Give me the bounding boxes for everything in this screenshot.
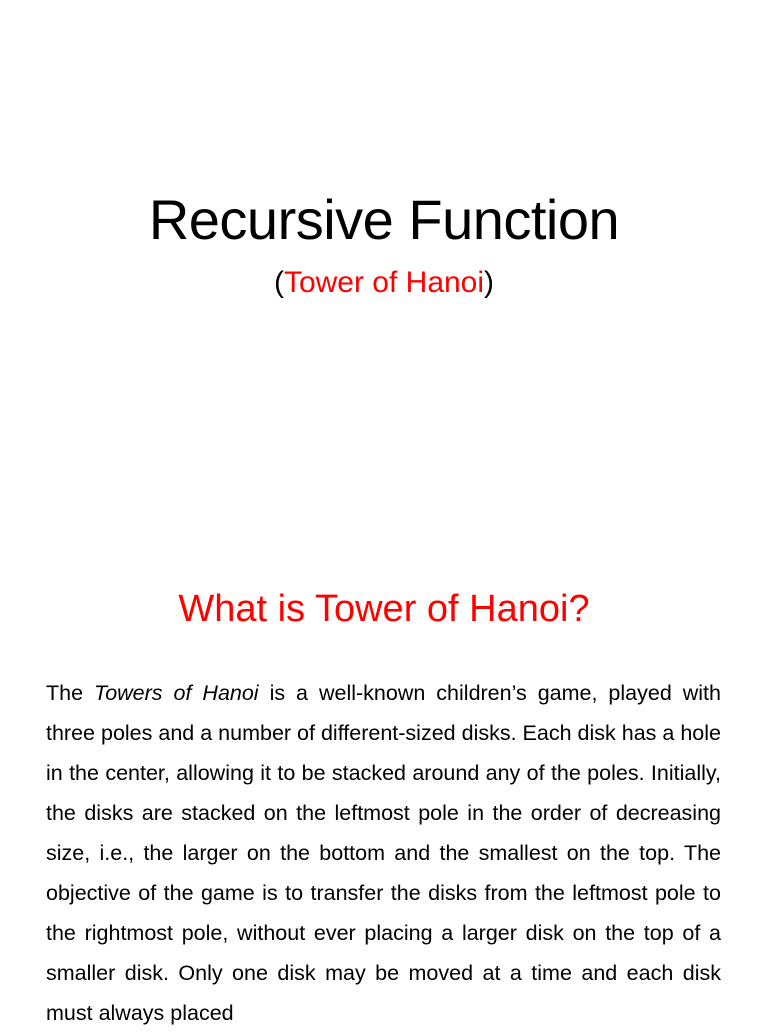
subtitle-close-paren: ) xyxy=(484,266,495,299)
paragraph-lead: The xyxy=(46,681,95,705)
subtitle xyxy=(0,263,768,303)
subtitle-highlight: Tower of Hanoi xyxy=(283,266,485,299)
subtitle-open-paren: ( xyxy=(273,266,284,299)
section-heading: What is Tower of Hanoi? xyxy=(178,588,590,630)
body-paragraph xyxy=(46,673,721,1033)
paragraph-italic-term: Towers of Hanoi xyxy=(94,681,259,705)
page-title: Recursive Function xyxy=(148,188,620,251)
paragraph-rest: is a well-known children’s game, played with three poles and a number of different-sized disks. Each disk has a hole in the center, allowing it to be stacked around any of the poles. Initially, the disks are stacked on the leftmost pole in the order of decreasing size, i.e., the larger on the bottom and the smallest on the top. The objective of the game is to transfer the disks from the leftmost pole to the rightmost pole, without ever placing a larger disk on the top of a smaller disk. Only one disk may be moved at a time and each disk must always placed xyxy=(46,681,721,1025)
title-slide xyxy=(0,180,768,303)
